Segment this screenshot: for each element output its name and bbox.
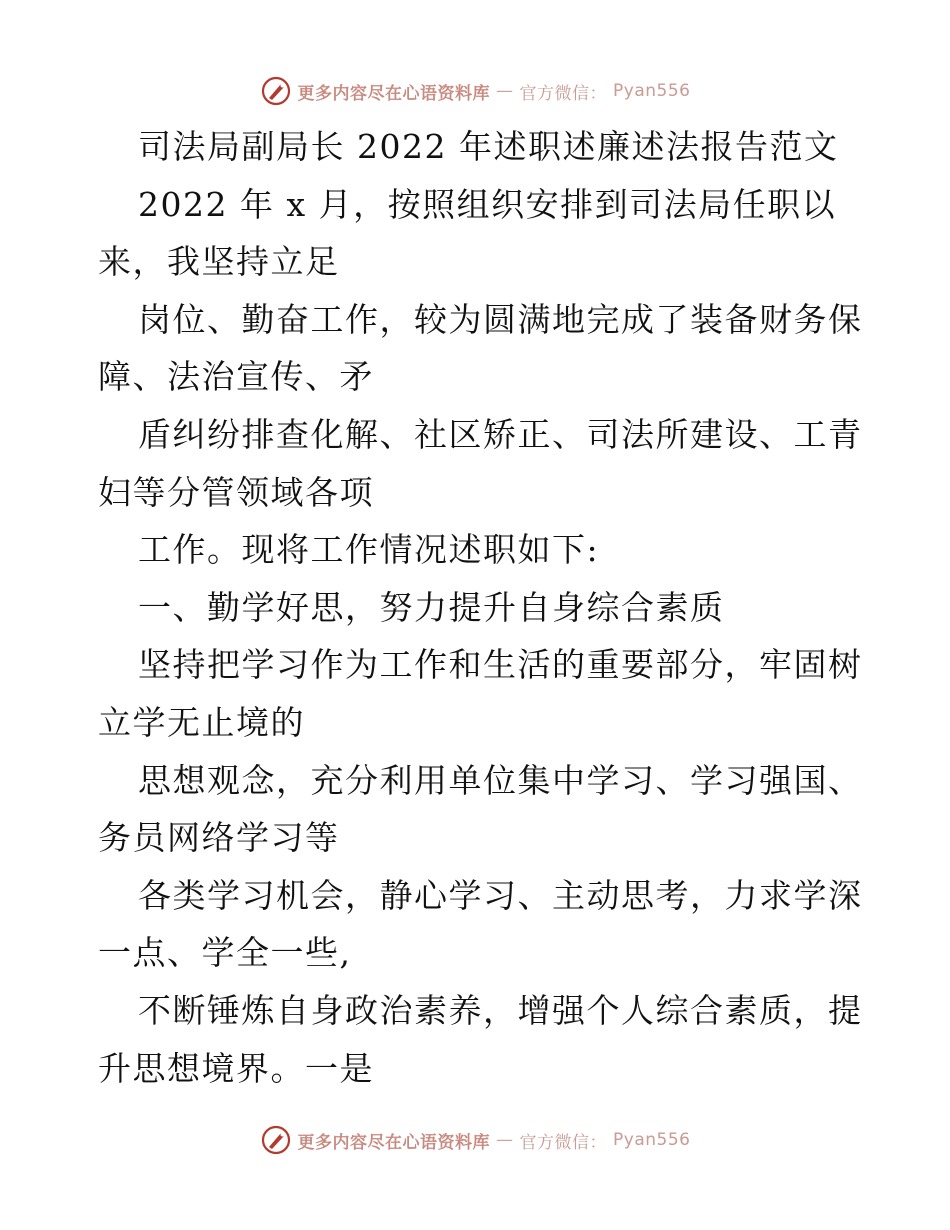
watermark-wechat-label: 官方微信：	[519, 83, 608, 104]
watermark-site-text: 更多内容尽在心语资料库	[297, 1132, 491, 1153]
paragraph-line: 立学无止境的	[98, 702, 305, 742]
pen-nib-logo-icon	[260, 75, 292, 107]
watermark-site-text: 更多内容尽在心语资料库	[297, 83, 491, 104]
paragraph-line: 不断锤炼自身政治素养，增强个人综合素质，提	[138, 990, 863, 1030]
document-title: 司法局副局长 2022 年述职述廉述法报告范文	[138, 127, 839, 166]
paragraph-line: 妇等分管领域各项	[98, 472, 374, 512]
paragraph-line: 各类学习机会，静心学习、主动思考，力求学深	[138, 875, 863, 915]
watermark-dash: —	[496, 81, 514, 101]
paragraph-line: 一点、学全一些,	[98, 933, 352, 973]
paragraph-line: 升思想境界。一是	[98, 1048, 374, 1088]
paragraph-line: 障、法治宣传、矛	[98, 357, 374, 397]
paragraph-line: 思想观念，充分利用单位集中学习、学习强国、	[138, 760, 863, 800]
watermark-wechat-id: Pyan556	[613, 1130, 691, 1150]
pen-nib-logo-icon	[260, 1124, 292, 1156]
footer-watermark	[0, 1124, 950, 1156]
document-body	[98, 118, 863, 1097]
watermark-dash: —	[496, 1130, 514, 1150]
watermark-wechat-label: 官方微信：	[519, 1132, 608, 1153]
section-heading: 一、勤学好思，努力提升自身综合素质	[138, 587, 725, 627]
paragraph-line: 务员网络学习等	[98, 818, 340, 858]
paragraph-line: 工作。现将工作情况述职如下:	[138, 530, 600, 570]
paragraph-line: 岗位、勤奋工作，较为圆满地完成了装备财务保	[138, 299, 863, 339]
paragraph-line: 2022 年 x 月，按照组织安排到司法局任职以	[138, 184, 837, 224]
watermark-wechat-id: Pyan556	[613, 81, 691, 101]
paragraph-line: 来，我坚持立足	[98, 242, 340, 282]
paragraph-line: 盾纠纷排查化解、社区矫正、司法所建设、工青	[138, 414, 863, 454]
header-watermark	[0, 75, 950, 107]
paragraph-line: 坚持把学习作为工作和生活的重要部分，牢固树	[138, 645, 863, 685]
